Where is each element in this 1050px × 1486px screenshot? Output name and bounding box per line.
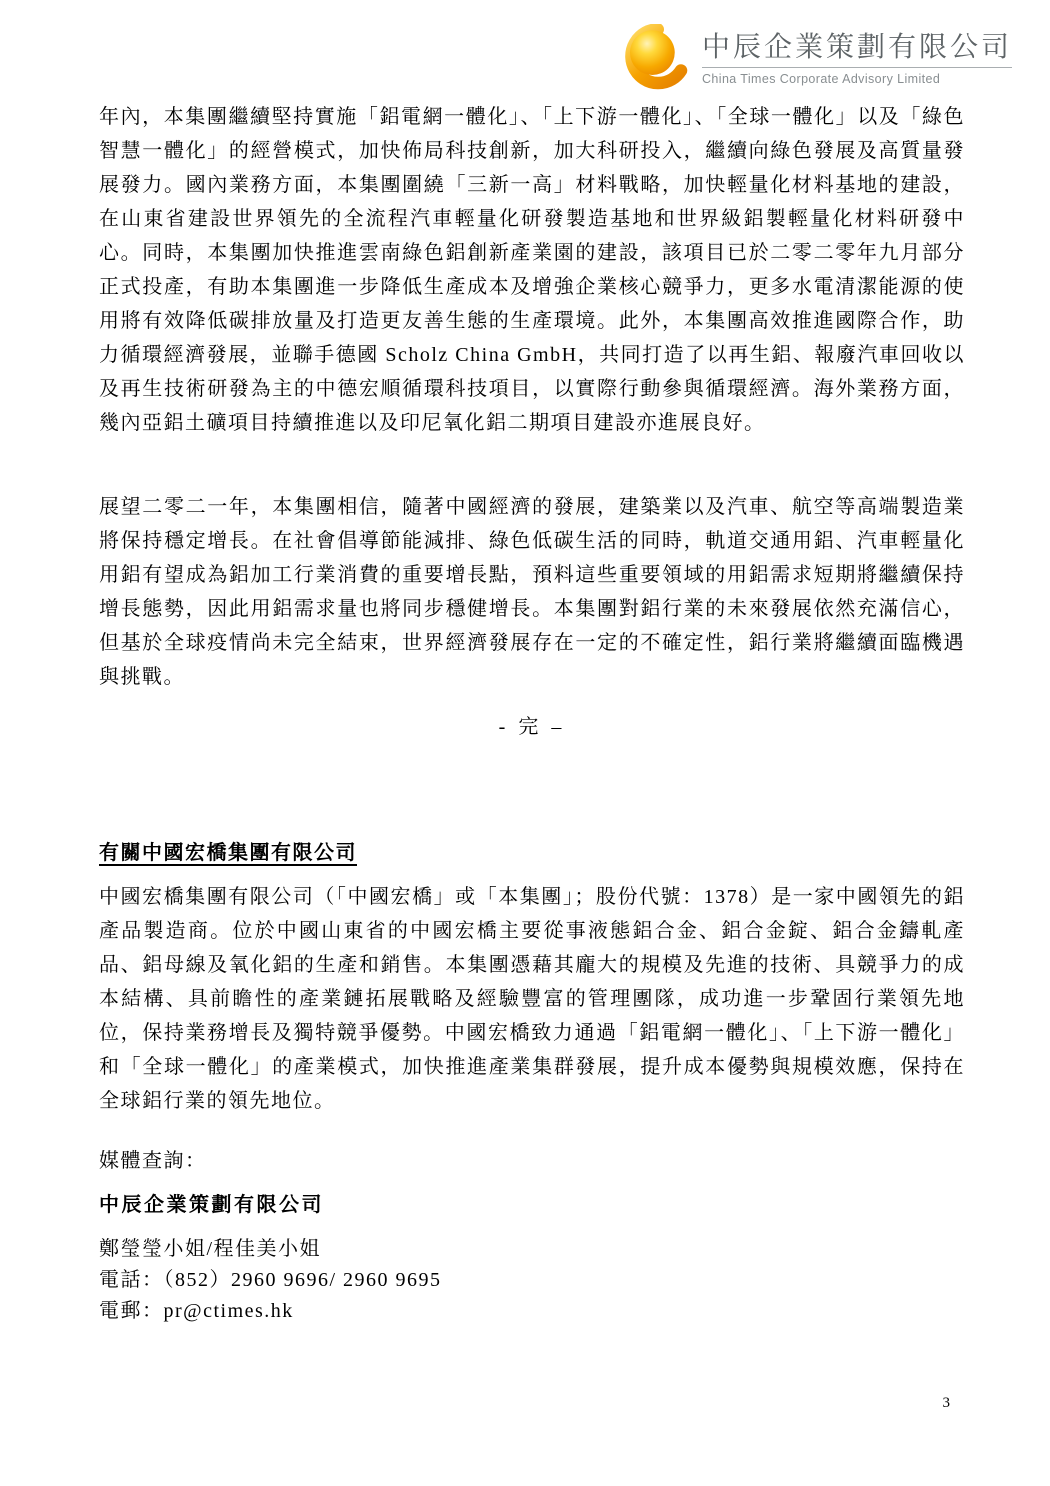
paragraph-year-review: 年內，本集團繼續堅持實施「鋁電網一體化」、「上下游一體化」、「全球一體化」以及「綠色智慧一體化」的經營模式，加快佈局科技創新，加大科研投入，繼續向綠色發展及高質量發展發力。國內業務方面，本集團圍繞「三新一高」材料戰略，加快輕量化材料基地的建設，在山東省建設世界領先的全流程汽車輕量化研發製造基地和世界級鋁製輕量化材料研發中心。同時，本集團加快推進雲南綠色鋁創新產業園的建設，該項目已於二零二零年九月部分正式投產，有助本集團進一步降低生產成本及增強企業核心競爭力，更多水電清潔能源的使用將有效降低碳排放量及打造更友善生態的生產環境。此外，本集團高效推進國際合作，助力循環經濟發展，並聯手德國 Scholz China GmbH，共同打造了以再生鋁、報廢汽車回收以及再生技術研發為主的中德宏順循環科技項目，以實際行動參與循環經濟。海外業務方面，幾內亞鋁土礦項目持續推進以及印尼氧化鋁二期項目建設亦進展良好。 <box>99 106 965 434</box>
paragraph-outlook-2021: 展望二零二一年，本集團相信，隨著中國經濟的發展，建築業以及汽車、航空等高端製造業將保持穩定增長。在社會倡導節能減排、綠色低碳生活的同時，軌道交通用鋁、汽車輕量化用鋁有望成為鋁加工行業消費的重要增長點，預料這些重要領域的用鋁需求短期將繼續保持增長態勢，因此用鋁需求量也將同步穩健增長。本集團對鋁行業的未來發展依然充滿信心，但基於全球疫情尚未完全結束，世界經濟發展存在一定的不確定性，鋁行業將繼續面臨機遇與挑戰。 <box>99 496 965 688</box>
company-logo <box>602 24 1012 92</box>
media-phone: 電話：（852）2960 9696/ 2960 9695 <box>99 1269 442 1291</box>
sun-swirl-icon <box>602 24 692 92</box>
logo-text-block <box>702 30 1012 86</box>
media-email: 電郵：pr@ctimes.hk <box>99 1300 294 1322</box>
page-number: 3 <box>942 1395 950 1411</box>
end-mark: - 完 – <box>498 716 566 738</box>
document-body <box>99 100 965 1327</box>
logo-divider <box>702 67 1012 68</box>
media-contact-persons: 鄭瑩瑩小姐/程佳美小姐 <box>99 1238 322 1260</box>
logo-company-name-zh: 中辰企業策劃有限公司 <box>701 31 1012 62</box>
logo-company-name-en: China Times Corporate Advisory Limited <box>701 72 941 86</box>
paragraph-about-company: 中國宏橋集團有限公司（「中國宏橋」或「本集團」；股份代號：1378）是一家中國領先的鋁產品製造商。位於中國山東省的中國宏橋主要從事液態鋁合金、鋁合金錠、鋁合金鑄軋產品、鋁母線及氧化鋁的生產和銷售。本集團憑藉其龐大的規模及先進的技術、具競爭力的成本結構、具前瞻性的產業鏈拓展戰略及經驗豐富的管理團隊，成功進一步鞏固行業領先地位，保持業務增長及獨特競爭優勢。中國宏橋致力通過「鋁電網一體化」、「上下游一體化」和「全球一體化」的產業模式，加快推進產業集群發展，提升成本優勢與規模效應，保持在全球鋁行業的領先地位。 <box>99 886 965 1112</box>
about-section-heading: 有關中國宏橋集團有限公司 <box>99 842 357 864</box>
media-inquiry-label: 媒體查詢： <box>99 1150 207 1172</box>
media-agency-name: 中辰企業策劃有限公司 <box>99 1194 324 1216</box>
